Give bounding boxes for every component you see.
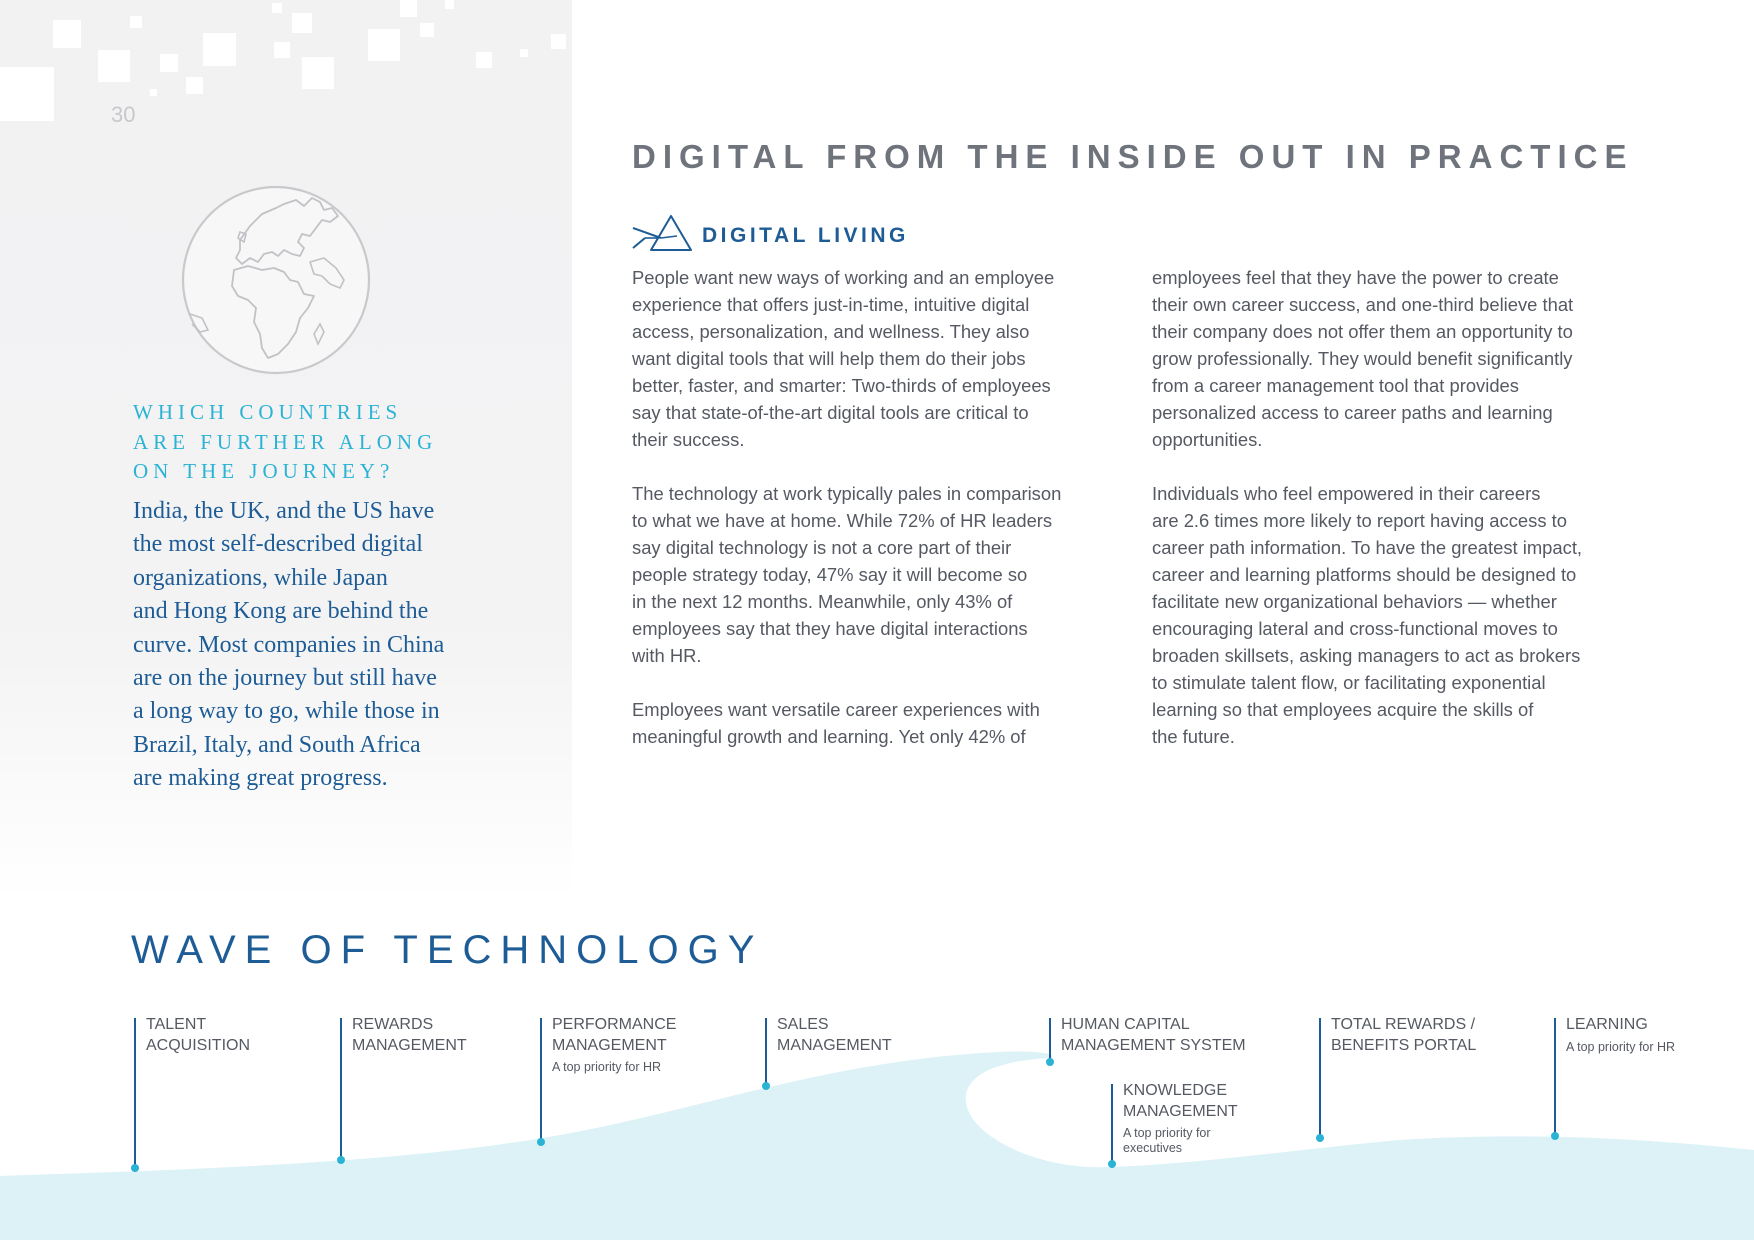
sidebar-body-line: the most self-described digital xyxy=(133,531,423,558)
decor-square xyxy=(98,50,130,82)
body-line: from a career management tool that provides xyxy=(1152,375,1519,396)
decor-square xyxy=(150,89,157,96)
sidebar-body-line: a long way to go, while those in xyxy=(133,698,440,725)
milestone-dot xyxy=(1551,1132,1559,1140)
decor-square xyxy=(445,0,454,9)
body-line: say digital technology is not a core part of their xyxy=(632,537,1012,558)
decor-square xyxy=(0,67,54,121)
sidebar-heading-line: ON THE JOURNEY? xyxy=(133,459,395,483)
milestone-label: REWARDS MANAGEMENT xyxy=(352,1016,467,1054)
body-line: employees say that they have digital interactions xyxy=(632,618,1028,639)
milestone-dot xyxy=(1046,1058,1054,1066)
body-line: learning so that employees acquire the skills of xyxy=(1152,699,1534,720)
milestone-dot xyxy=(131,1164,139,1172)
prism-triangle-icon xyxy=(631,214,693,254)
milestone-note: A top priority for executives xyxy=(1123,1126,1211,1155)
milestone-line xyxy=(1319,1018,1321,1136)
milestone-line xyxy=(540,1018,542,1140)
decor-square xyxy=(476,52,492,68)
sidebar-body-line: and Hong Kong are behind the xyxy=(133,598,429,625)
milestone-dot xyxy=(1108,1160,1116,1168)
decor-square xyxy=(53,20,81,48)
body-line: career and learning platforms should be designed to xyxy=(1152,564,1577,585)
decor-square xyxy=(368,29,400,61)
decor-square xyxy=(292,13,312,33)
decor-square xyxy=(203,33,236,66)
body-line: personalized access to career paths and learning xyxy=(1152,402,1553,423)
milestone-dot xyxy=(537,1138,545,1146)
milestone-label: LEARNING xyxy=(1566,1016,1648,1033)
body-line: better, faster, and smarter: Two-thirds of employees xyxy=(632,375,1051,396)
milestone-line xyxy=(340,1018,342,1158)
milestone-note: A top priority for HR xyxy=(552,1060,662,1074)
sidebar-heading-line: WHICH COUNTRIES xyxy=(133,400,403,424)
milestone-line xyxy=(765,1018,767,1084)
body-line: in the next 12 months. Meanwhile, only 43% of xyxy=(632,591,1013,612)
body-line: The technology at work typically pales in comparison xyxy=(632,483,1062,504)
sidebar-heading-line: ARE FURTHER ALONG xyxy=(133,429,438,454)
decor-square xyxy=(551,34,566,49)
body-line: employees feel that they have the power to create xyxy=(1152,267,1559,288)
decor-square xyxy=(272,3,282,13)
decor-square xyxy=(302,57,334,89)
milestone-label: SALES MANAGEMENT xyxy=(777,1016,892,1054)
section-heading: DIGITAL LIVING xyxy=(702,224,909,247)
sidebar-body-line: are on the journey but still have xyxy=(133,665,437,692)
paragraph-gap xyxy=(632,453,1061,480)
milestone-label: KNOWLEDGE MANAGEMENT xyxy=(1123,1082,1238,1120)
milestone-line xyxy=(1111,1084,1113,1162)
body-line: are 2.6 times more likely to report having access to xyxy=(1152,510,1567,531)
body-column-left xyxy=(632,264,1061,750)
body-line: encouraging lateral and cross-functional moves to xyxy=(1152,618,1558,639)
body-line: the future. xyxy=(1152,726,1235,747)
body-line: experience that offers just-in-time, intuitive digital xyxy=(632,294,1030,315)
body-line: People want new ways of working and an employee xyxy=(632,267,1055,288)
milestone-label: HUMAN CAPITAL MANAGEMENT SYSTEM xyxy=(1061,1016,1246,1054)
page-title: DIGITAL FROM THE INSIDE OUT IN PRACTICE xyxy=(632,138,1634,175)
sidebar-heading xyxy=(133,398,553,487)
body-line: grow professionally. They would benefit significantly xyxy=(1152,348,1573,369)
page-number: 30 xyxy=(111,102,136,127)
body-line: Individuals who feel empowered in their careers xyxy=(1152,483,1541,504)
body-line: with HR. xyxy=(632,645,702,666)
milestone-dot xyxy=(762,1082,770,1090)
milestone-dot xyxy=(337,1156,345,1164)
wave-graphic xyxy=(0,1030,1754,1240)
body-line: their success. xyxy=(632,429,745,450)
milestone-note: A top priority for HR xyxy=(1566,1040,1676,1054)
body-line: to what we have at home. While 72% of HR leaders xyxy=(632,510,1053,531)
sidebar-body-line: are making great progress. xyxy=(133,765,388,792)
decor-square xyxy=(130,16,142,28)
sidebar-body-line: Brazil, Italy, and South Africa xyxy=(133,731,421,758)
body-line: opportunities. xyxy=(1152,429,1263,450)
body-line: career path information. To have the greatest impact, xyxy=(1152,537,1583,558)
decor-square xyxy=(186,77,203,94)
body-line: people strategy today, 47% say it will become so xyxy=(632,564,1028,585)
body-line: their own career success, and one-third believe that xyxy=(1152,294,1574,315)
sidebar-body xyxy=(133,495,553,796)
body-line: their company does not offer them an opportunity to xyxy=(1152,321,1573,342)
sidebar-body-line: organizations, while Japan xyxy=(133,564,388,591)
paragraph-gap xyxy=(1152,453,1582,480)
milestone-label: PERFORMANCE MANAGEMENT xyxy=(552,1016,677,1054)
body-line: facilitate new organizational behaviors — whether xyxy=(1152,591,1557,612)
sidebar-body-line: curve. Most companies in China xyxy=(133,631,445,658)
milestone-label: TALENT ACQUISITION xyxy=(146,1016,251,1054)
body-line: want digital tools that will help them do their jobs xyxy=(632,348,1026,369)
body-line: to stimulate talent flow, or facilitating exponential xyxy=(1152,672,1546,693)
milestone-line xyxy=(1049,1018,1051,1060)
milestone-dot xyxy=(1316,1134,1324,1142)
body-line: Employees want versatile career experiences with xyxy=(632,699,1040,720)
decor-square xyxy=(160,54,178,72)
body-line: access, personalization, and wellness. They also xyxy=(632,321,1030,342)
body-line: meaningful growth and learning. Yet only 42% of xyxy=(632,726,1026,747)
decor-square xyxy=(400,0,417,17)
decor-square xyxy=(420,23,434,37)
body-line: broaden skillsets, asking managers to act as brokers xyxy=(1152,645,1581,666)
wave-title: WAVE OF TECHNOLOGY xyxy=(131,928,764,972)
globe-europe-africa-icon xyxy=(180,184,372,376)
body-column-right xyxy=(1152,264,1582,750)
body-line: say that state-of-the-art digital tools are critical to xyxy=(632,402,1029,423)
milestone-line xyxy=(134,1018,136,1166)
paragraph-gap xyxy=(632,669,1061,696)
milestone-label: TOTAL REWARDS / BENEFITS PORTAL xyxy=(1331,1016,1477,1054)
decor-square xyxy=(520,49,528,57)
sidebar-body-line: India, the UK, and the US have xyxy=(133,498,435,524)
milestone-line xyxy=(1554,1018,1556,1134)
decor-square xyxy=(274,42,290,58)
